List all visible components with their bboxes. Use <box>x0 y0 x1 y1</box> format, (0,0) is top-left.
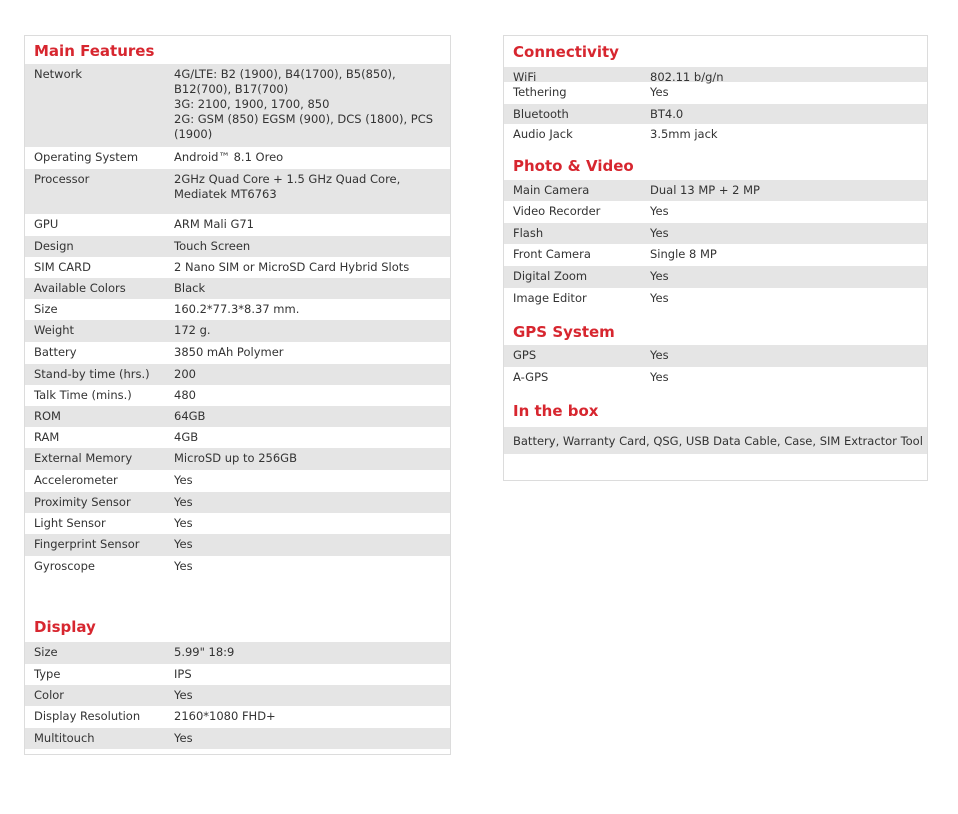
spec-value <box>174 367 450 385</box>
spec-value-line: 200 <box>174 367 196 381</box>
right-spec-panel <box>503 35 928 481</box>
spec-label: Digital Zoom <box>513 269 588 283</box>
spec-value <box>650 269 927 288</box>
spec-value <box>174 645 450 664</box>
spec-value-line: Yes <box>174 495 193 509</box>
spec-label: Fingerprint Sensor <box>34 537 140 551</box>
spec-label: Network <box>34 67 83 81</box>
spec-row <box>25 448 450 470</box>
spec-value <box>174 239 450 257</box>
spec-value <box>174 667 450 685</box>
spec-label: Tethering <box>513 85 567 99</box>
spec-row <box>25 385 450 406</box>
spec-label: Image Editor <box>513 291 587 305</box>
photo-video-heading: Photo & Video <box>513 157 634 175</box>
spec-value <box>174 302 450 320</box>
spec-label: A-GPS <box>513 370 549 384</box>
spec-value <box>650 291 927 309</box>
spec-value-line: Yes <box>650 291 669 305</box>
spec-row <box>25 236 450 257</box>
spec-row <box>25 513 450 534</box>
spec-value-line: BT4.0 <box>650 107 684 121</box>
spec-value <box>650 85 927 104</box>
spec-row <box>25 257 450 278</box>
spec-value-line: Touch Screen <box>174 239 251 253</box>
display-table <box>25 642 450 749</box>
spec-label: Accelerometer <box>34 473 118 487</box>
spec-row <box>25 470 450 492</box>
spec-value-line: Yes <box>650 204 669 218</box>
spec-row <box>25 642 450 664</box>
spec-value <box>174 260 450 278</box>
spec-label: Front Camera <box>513 247 591 261</box>
spec-value-line: Yes <box>650 226 669 240</box>
gps-table <box>504 345 927 389</box>
spec-label: Talk Time (mins.) <box>34 388 132 402</box>
spec-value <box>174 323 450 342</box>
spec-label: Display Resolution <box>34 709 141 723</box>
spec-row <box>504 180 927 201</box>
spec-row <box>504 124 927 146</box>
spec-label: Color <box>34 688 65 702</box>
connectivity-table <box>504 67 927 146</box>
spec-value-line: Yes <box>174 688 193 702</box>
spec-row <box>25 406 450 427</box>
spec-value <box>174 430 450 448</box>
spec-value-line: 172 g. <box>174 323 211 337</box>
left-spec-panel <box>24 35 451 755</box>
in-the-box-heading: In the box <box>513 402 599 420</box>
spec-value-line: Yes <box>174 537 193 551</box>
spec-row <box>504 266 927 288</box>
spec-row <box>25 534 450 556</box>
spec-label: External Memory <box>34 451 133 465</box>
spec-row <box>25 706 450 728</box>
spec-value-line: 3850 mAh Polymer <box>174 345 284 359</box>
spec-value-line: Dual 13 MP + 2 MP <box>650 183 760 197</box>
spec-label: Battery <box>34 345 77 359</box>
spec-label: Type <box>34 667 61 681</box>
spec-label: Light Sensor <box>34 516 106 530</box>
spec-value <box>174 345 450 364</box>
spec-row <box>504 82 927 104</box>
spec-row <box>25 492 450 513</box>
spec-value-line: 5.99" 18:9 <box>174 645 235 659</box>
spec-row <box>504 288 927 309</box>
spec-value-line: Yes <box>650 269 669 283</box>
spec-label: Size <box>34 302 58 316</box>
spec-value <box>650 183 927 201</box>
spec-label: Audio Jack <box>513 127 573 141</box>
spec-value-line: Yes <box>650 370 669 384</box>
spec-row <box>25 278 450 299</box>
spec-row <box>25 147 450 169</box>
spec-row <box>25 556 450 577</box>
spec-label: GPS <box>513 348 537 362</box>
spec-value <box>174 67 450 147</box>
spec-label: Processor <box>34 172 90 186</box>
spec-row <box>25 664 450 685</box>
spec-value-line: Black <box>174 281 206 295</box>
spec-row <box>504 367 927 389</box>
spec-label: Gyroscope <box>34 559 95 573</box>
spec-row <box>504 223 927 244</box>
spec-row <box>504 244 927 266</box>
spec-value <box>174 451 450 470</box>
spec-value <box>174 559 450 577</box>
spec-value-line: 2GHz Quad Core + 1.5 GHz Quad Core, Mediatek MT6763 <box>174 172 401 201</box>
spec-value <box>650 226 927 244</box>
spec-row <box>25 299 450 320</box>
spec-row <box>25 64 450 147</box>
spec-label: Multitouch <box>34 731 95 745</box>
spec-label: WiFi <box>513 70 537 84</box>
photo-video-table <box>504 180 927 309</box>
spec-value-line: MicroSD up to 256GB <box>174 451 297 465</box>
spec-label: ROM <box>34 409 61 423</box>
spec-label: SIM CARD <box>34 260 92 274</box>
spec-label: Operating System <box>34 150 139 164</box>
spec-value <box>174 516 450 534</box>
spec-value-line: Yes <box>174 731 193 745</box>
spec-value-line: 802.11 b/g/n <box>650 70 724 84</box>
spec-row <box>25 169 450 214</box>
spec-row <box>25 342 450 364</box>
spec-value <box>174 388 450 406</box>
spec-label: Proximity Sensor <box>34 495 131 509</box>
spec-value-line: Yes <box>650 85 669 99</box>
spec-value <box>174 409 450 427</box>
spec-value <box>174 473 450 492</box>
connectivity-heading: Connectivity <box>513 43 619 61</box>
spec-value-line: 4G/LTE: B2 (1900), B4(1700), B5(850), B12(700), B17(700) <box>174 67 396 96</box>
spec-value <box>650 204 927 223</box>
spec-value <box>174 495 450 513</box>
spec-value <box>174 150 450 169</box>
spec-value-line: IPS <box>174 667 192 681</box>
spec-value-line: Yes <box>174 473 193 487</box>
spec-row <box>504 345 927 367</box>
spec-value <box>650 370 927 389</box>
spec-value-line: 480 <box>174 388 196 402</box>
spec-value-line: 4GB <box>174 430 199 444</box>
spec-value <box>174 688 450 706</box>
spec-label: Size <box>34 645 58 659</box>
spec-label: Flash <box>513 226 544 240</box>
spec-value-line: Yes <box>174 516 193 530</box>
spec-row <box>504 201 927 223</box>
spec-value <box>650 107 927 124</box>
main-features-table <box>25 64 450 577</box>
spec-value <box>650 247 927 266</box>
in-the-box-text: Battery, Warranty Card, QSG, USB Data Cable, Case, SIM Extractor Tool <box>504 427 927 454</box>
spec-row <box>25 427 450 448</box>
display-heading: Display <box>34 618 96 636</box>
spec-row <box>504 67 927 82</box>
spec-value-line: Single 8 MP <box>650 247 717 261</box>
spec-value <box>174 281 450 299</box>
spec-label: Available Colors <box>34 281 126 295</box>
spec-value <box>650 127 927 146</box>
spec-row <box>25 728 450 749</box>
spec-row <box>25 685 450 706</box>
spec-label: GPU <box>34 217 59 231</box>
spec-value <box>174 172 450 214</box>
spec-value <box>174 709 450 728</box>
spec-label: Weight <box>34 323 75 337</box>
spec-row <box>25 320 450 342</box>
spec-label: RAM <box>34 430 60 444</box>
spec-value-line: 64GB <box>174 409 206 423</box>
spec-value-line: 2G: GSM (850) EGSM (900), DCS (1800), PCS (1900) <box>174 112 434 141</box>
spec-value-line: 3G: 2100, 1900, 1700, 850 <box>174 97 330 111</box>
spec-value-line: 2 Nano SIM or MicroSD Card Hybrid Slots <box>174 260 410 274</box>
spec-value-line: 2160*1080 FHD+ <box>174 709 276 723</box>
spec-value-line: Yes <box>650 348 669 362</box>
spec-label: Bluetooth <box>513 107 569 121</box>
spec-value-line: Android™ 8.1 Oreo <box>174 150 284 164</box>
spec-value <box>650 70 927 82</box>
spec-row <box>504 104 927 124</box>
spec-label: Stand-by time (hrs.) <box>34 367 150 381</box>
spec-value-line: 160.2*77.3*8.37 mm. <box>174 302 300 316</box>
spec-value <box>174 537 450 556</box>
spec-value <box>174 731 450 749</box>
spec-row <box>25 364 450 385</box>
main-features-heading: Main Features <box>34 42 155 60</box>
spec-value-line: ARM Mali G71 <box>174 217 254 231</box>
spec-value <box>174 217 450 236</box>
spec-value <box>650 348 927 367</box>
spec-row <box>25 214 450 236</box>
spec-label: Design <box>34 239 74 253</box>
spec-label: Video Recorder <box>513 204 601 218</box>
spec-value-line: Yes <box>174 559 193 573</box>
spec-value-line: 3.5mm jack <box>650 127 718 141</box>
spec-label: Main Camera <box>513 183 590 197</box>
gps-heading: GPS System <box>513 323 615 341</box>
